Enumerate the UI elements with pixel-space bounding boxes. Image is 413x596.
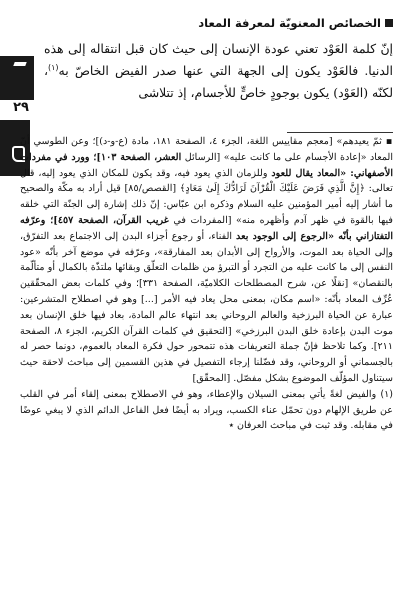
footnote-line: ثمّ يعيدهم» [معجم مقاييس اللغة، الجزء ٤، الصفحة ١٨١، مادة (ع-و-د)]؛ xyxy=(92,136,382,147)
header-square-icon xyxy=(385,19,393,27)
footnote-bullet-icon: ▪ xyxy=(385,136,393,147)
footnote-line: وللزمان الذي يعود فيه، وقد يكون للمكان الذي يعود إليه، قال تعالى: ﴿إِنَّ xyxy=(20,167,393,195)
footnote-reference: (١) xyxy=(48,62,59,72)
footnote-line: غريب القرآن، الصفحة ٤٥٧]؛ وعرّفه التفتازاني بأنّه «الرجوع إلى الوجود بعد xyxy=(20,214,393,242)
footnote-line: أمر في القلب عن طريق الإلهام دون تحمّل عناء الكسب، ويراد به أيضًا فعل xyxy=(20,388,393,416)
footnote-line: والأرواح إلى الأبدان بعد المفارقة»، وعرّفه في موضع آخر بأنّه «عود النفس إلى xyxy=(20,246,393,274)
footnote-line: الَّذِي فَرَضَ عَلَيْكَ الْقُرْآنَ لَرَادُّكَ إِلَىٰ مَعَادٍ﴾ [القصص/٨٥] قيل أراد به مكّة xyxy=(57,183,346,195)
footnote-line: إشارة إلى الجنّة التي خلقه فيها بالقوة في ظهر آدم وأظهره منه» [المفردات في xyxy=(20,199,394,226)
chapter-thumb-tab xyxy=(0,56,34,100)
footnote-line: الصفحة ٢١١]. وكما تلاحظ فإنّ جملة التعريفات هذه تتمحور حول فكرة المعاد xyxy=(20,325,393,353)
page-number: ٢٩ xyxy=(13,100,29,115)
main-text-part-2: ، لكنّه (العَوْد) يكون بوجودٍ خاصٍّ للأجسام، إذ تتلاشى xyxy=(44,63,393,100)
footnote-line: يعاد فيه الأمر [...] وهو في اصطلاح المتشرعين: عبارة عن الحياة البرزخية xyxy=(20,293,393,321)
footnote-line: والعالم الروحاني بعد انتهاء عالم المادة، بعاد فيها خلق الإنسان بعد موت البدن xyxy=(20,309,393,337)
footnote-line: الفاعل الدائم الذي لا يبغي عوضًا في مقابله. وقد ثبت في مباحث العرفان ٭ xyxy=(20,404,393,432)
footnote-line: وفي كلمات بعض المحقّقين عُرِّف المعاد بأنّه: «اسم مكان، بمعنى محل xyxy=(20,278,393,305)
footnote-line: بإعادة خلق البدن البرزخي» [التحقيق في كلمات القرآن الكريم، الجزء ٨، xyxy=(53,325,346,337)
footnote-star xyxy=(20,134,393,387)
main-paragraph xyxy=(44,38,393,104)
footnote-line: هذين القسمين إلى مباحث لاحقة حيث سيتناول المؤلّف الموضوع بشكل xyxy=(20,357,393,384)
footnote-line: والصحيح ما أشار إليه أمير المؤمنين عليه السلام وذكره ابن عبّاس: إنّ ذلك xyxy=(20,183,393,211)
footnote-line: العشر، الصفحة ١٠٣]؛ وورد في مفردات الأصفهاني: «المعاد يقال للعود xyxy=(20,151,393,179)
footnote-line: ما كانت عليه من التجرد أو التبرؤ من ظلمات التعلّق وبقائها ملتذّة بالكمال أو xyxy=(47,262,348,274)
footnote-line: بالعموم، دونما حصر له بالجسماني أو الروحاني، وقد فضّلنا إرجاء التفصيل في xyxy=(20,341,393,369)
running-header xyxy=(20,16,393,30)
main-text-part-1: إنّ كلمة العَوْد تعني عودة الإنسان إلى حيث كان قبل انتقاله إلى هذه الدنيا. فالعَوْد يكون إلى الجهة التي عنها صدر الفيض الخاصّ به xyxy=(44,41,393,78)
thumb-notch-icon xyxy=(13,62,26,66)
footnote-1 xyxy=(20,387,393,434)
footnote-line: وعن الطوسي أنّ المعاد «إعادة الأجسام على ما كانت عليه» [الرسائل xyxy=(20,136,393,163)
header-title: الخصائص المعنويّة لمعرفة المعاد xyxy=(198,16,381,30)
footnote-line: متألّمة بالنقصان» [نقلًا عن، شرح المصطلحات الكلاميّة، الصفحة ٣٣١]؛ xyxy=(20,262,393,290)
footnote-line: مفصّل. [المحقّق] xyxy=(192,372,262,384)
footnote-divider xyxy=(287,132,393,133)
footnotes xyxy=(20,134,393,434)
footnote-line: والفيض لغةً يأتي بمعنى السيلان والإعطاء، وهو في الاصطلاح بمعنى إلقاء xyxy=(81,388,377,400)
footnote-line: الفناء، أو رجوع أجزاء البدن إلى الاجتماع بعد التفرّق، وإلى الحياة بعد الموت، xyxy=(20,230,394,258)
footnote-number: (١) xyxy=(380,388,394,400)
